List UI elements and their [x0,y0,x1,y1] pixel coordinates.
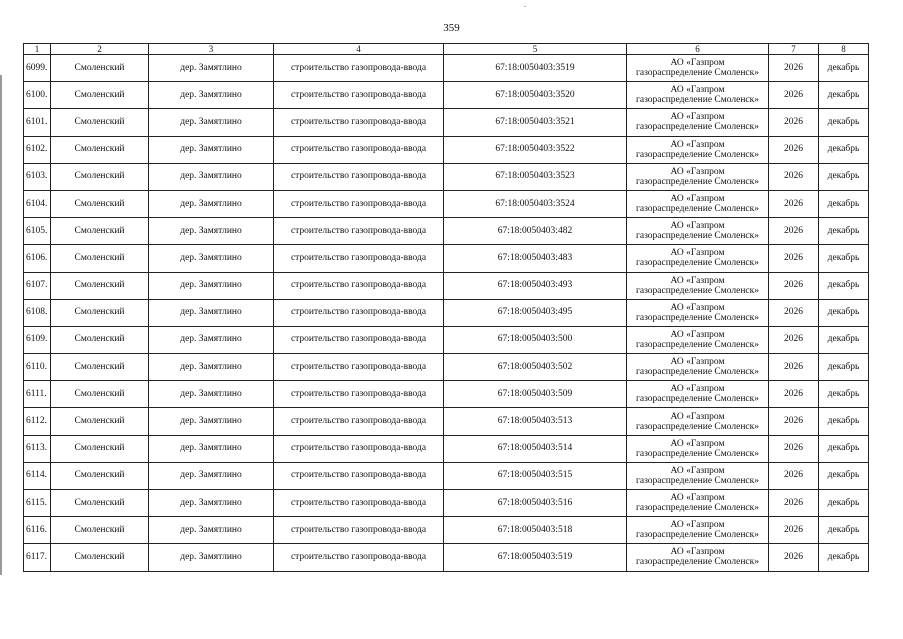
locality-cell: дер. Замятлино [149,190,274,217]
year-cell: 2026 [769,435,819,462]
year-cell: 2026 [769,299,819,326]
row-number: 6114. [24,462,51,489]
district-cell: Смоленский [51,190,149,217]
district-cell: Смоленский [51,136,149,163]
cadastral-number-cell: 67:18:0050403:493 [444,272,627,299]
locality-cell: дер. Замятлино [149,218,274,245]
organization-cell [627,82,769,109]
table-row [24,245,869,272]
work-type-cell: строительство газопровода-ввода [274,190,444,217]
locality-cell: дер. Замятлино [149,490,274,517]
organization-line-2: газораспределение Смоленск» [635,530,760,541]
registry-table [23,43,869,572]
organization-line-1: АО «Газпром [670,520,725,531]
table-row [24,82,869,109]
month-cell: декабрь [819,136,869,163]
organization-line-1: АО «Газпром [670,58,725,69]
month-cell: декабрь [819,55,869,82]
work-type-cell: строительство газопровода-ввода [274,299,444,326]
row-number: 6102. [24,136,51,163]
cadastral-number-cell: 67:18:0050403:515 [444,462,627,489]
month-cell: декабрь [819,82,869,109]
organization-cell [627,354,769,381]
organization-line-1: АО «Газпром [670,465,725,476]
month-cell: декабрь [819,218,869,245]
header-cell-6: 6 [627,44,769,55]
organization-cell [627,544,769,571]
locality-cell: дер. Замятлино [149,354,274,381]
organization-cell [627,381,769,408]
year-cell: 2026 [769,517,819,544]
row-number: 6113. [24,435,51,462]
organization-line-2: газораспределение Смоленск» [635,367,760,378]
cadastral-number-cell: 67:18:0050403:482 [444,218,627,245]
cadastral-number-cell: 67:18:0050403:3520 [444,82,627,109]
locality-cell: дер. Замятлино [149,462,274,489]
year-cell: 2026 [769,109,819,136]
work-type-cell: строительство газопровода-ввода [274,326,444,353]
header-row [24,44,869,55]
organization-cell [627,408,769,435]
table-row [24,299,869,326]
organization-line-1: АО «Газпром [670,493,725,504]
cadastral-number-cell: 67:18:0050403:514 [444,435,627,462]
organization-line-2: газораспределение Смоленск» [635,122,760,133]
organization-line-1: АО «Газпром [670,384,725,395]
work-type-cell: строительство газопровода-ввода [274,544,444,571]
table-row [24,462,869,489]
organization-cell [627,272,769,299]
row-number: 6111. [24,381,51,408]
district-cell: Смоленский [51,245,149,272]
cadastral-number-cell: 67:18:0050403:513 [444,408,627,435]
district-cell: Смоленский [51,218,149,245]
header-cell-4: 4 [274,44,444,55]
locality-cell: дер. Замятлино [149,544,274,571]
year-cell: 2026 [769,272,819,299]
work-type-cell: строительство газопровода-ввода [274,136,444,163]
month-cell: декабрь [819,299,869,326]
table-row [24,354,869,381]
header-cell-8: 8 [819,44,869,55]
year-cell: 2026 [769,408,819,435]
locality-cell: дер. Замятлино [149,299,274,326]
header-cell-1: 1 [24,44,51,55]
month-cell: декабрь [819,245,869,272]
cadastral-number-cell: 67:18:0050403:518 [444,517,627,544]
table-row [24,490,869,517]
year-cell: 2026 [769,163,819,190]
organization-cell [627,326,769,353]
table-row [24,381,869,408]
district-cell: Смоленский [51,544,149,571]
work-type-cell: строительство газопровода-ввода [274,490,444,517]
row-number: 6101. [24,109,51,136]
organization-line-1: АО «Газпром [670,166,725,177]
locality-cell: дер. Замятлино [149,136,274,163]
table-row [24,163,869,190]
row-number: 6110. [24,354,51,381]
organization-line-2: газораспределение Смоленск» [635,149,760,160]
row-number: 6106. [24,245,51,272]
organization-line-1: АО «Газпром [670,194,725,205]
locality-cell: дер. Замятлино [149,517,274,544]
row-number: 6107. [24,272,51,299]
work-type-cell: строительство газопровода-ввода [274,272,444,299]
organization-cell [627,435,769,462]
table-row [24,218,869,245]
cadastral-number-cell: 67:18:0050403:3519 [444,55,627,82]
cadastral-number-cell: 67:18:0050403:509 [444,381,627,408]
district-cell: Смоленский [51,55,149,82]
table-body [24,55,869,572]
cadastral-number-cell: 67:18:0050403:3522 [444,136,627,163]
district-cell: Смоленский [51,462,149,489]
organization-cell [627,218,769,245]
year-cell: 2026 [769,381,819,408]
cadastral-number-cell: 67:18:0050403:502 [444,354,627,381]
organization-cell [627,190,769,217]
table-row [24,435,869,462]
organization-line-2: газораспределение Смоленск» [635,231,760,242]
table-row [24,190,869,217]
month-cell: декабрь [819,408,869,435]
month-cell: декабрь [819,326,869,353]
organization-line-2: газораспределение Смоленск» [635,312,760,323]
district-cell: Смоленский [51,326,149,353]
page-number: 359 [443,22,460,34]
table-row [24,109,869,136]
organization-cell [627,163,769,190]
cadastral-number-cell: 67:18:0050403:3523 [444,163,627,190]
month-cell: декабрь [819,517,869,544]
organization-line-1: АО «Газпром [670,139,725,150]
work-type-cell: строительство газопровода-ввода [274,109,444,136]
year-cell: 2026 [769,136,819,163]
cadastral-number-cell: 67:18:0050403:516 [444,490,627,517]
organization-line-2: газораспределение Смоленск» [635,503,760,514]
work-type-cell: строительство газопровода-ввода [274,462,444,489]
locality-cell: дер. Замятлино [149,55,274,82]
work-type-cell: строительство газопровода-ввода [274,218,444,245]
month-cell: декабрь [819,354,869,381]
organization-line-2: газораспределение Смоленск» [635,421,760,432]
district-cell: Смоленский [51,408,149,435]
work-type-cell: строительство газопровода-ввода [274,354,444,381]
locality-cell: дер. Замятлино [149,435,274,462]
year-cell: 2026 [769,55,819,82]
year-cell: 2026 [769,326,819,353]
locality-cell: дер. Замятлино [149,82,274,109]
work-type-cell: строительство газопровода-ввода [274,82,444,109]
row-number: 6109. [24,326,51,353]
scan-speck [524,6,526,7]
row-number: 6099. [24,55,51,82]
organization-line-1: АО «Газпром [670,547,725,558]
organization-line-2: газораспределение Смоленск» [635,448,760,459]
row-number: 6105. [24,218,51,245]
organization-cell [627,462,769,489]
work-type-cell: строительство газопровода-ввода [274,55,444,82]
locality-cell: дер. Замятлино [149,245,274,272]
organization-cell [627,490,769,517]
year-cell: 2026 [769,245,819,272]
district-cell: Смоленский [51,381,149,408]
row-number: 6104. [24,190,51,217]
row-number: 6108. [24,299,51,326]
locality-cell: дер. Замятлино [149,381,274,408]
row-number: 6115. [24,490,51,517]
organization-line-1: АО «Газпром [670,411,725,422]
organization-line-1: АО «Газпром [670,438,725,449]
year-cell: 2026 [769,354,819,381]
cadastral-number-cell: 67:18:0050403:519 [444,544,627,571]
organization-line-2: газораспределение Смоленск» [635,285,760,296]
header-cell-3: 3 [149,44,274,55]
organization-cell [627,517,769,544]
district-cell: Смоленский [51,517,149,544]
district-cell: Смоленский [51,82,149,109]
year-cell: 2026 [769,218,819,245]
district-cell: Смоленский [51,272,149,299]
locality-cell: дер. Замятлино [149,272,274,299]
work-type-cell: строительство газопровода-ввода [274,163,444,190]
month-cell: декабрь [819,190,869,217]
row-number: 6100. [24,82,51,109]
table-row [24,408,869,435]
row-number: 6103. [24,163,51,190]
organization-line-2: газораспределение Смоленск» [635,394,760,405]
header-cell-5: 5 [444,44,627,55]
year-cell: 2026 [769,462,819,489]
month-cell: декабрь [819,109,869,136]
year-cell: 2026 [769,490,819,517]
scan-edge-mark [0,75,2,575]
month-cell: декабрь [819,381,869,408]
work-type-cell: строительство газопровода-ввода [274,435,444,462]
district-cell: Смоленский [51,163,149,190]
cadastral-number-cell: 67:18:0050403:495 [444,299,627,326]
locality-cell: дер. Замятлино [149,163,274,190]
work-type-cell: строительство газопровода-ввода [274,517,444,544]
district-cell: Смоленский [51,354,149,381]
table-row [24,272,869,299]
cadastral-number-cell: 67:18:0050403:483 [444,245,627,272]
cadastral-number-cell: 67:18:0050403:500 [444,326,627,353]
locality-cell: дер. Замятлино [149,326,274,353]
row-number: 6117. [24,544,51,571]
table-row [24,544,869,571]
organization-line-2: газораспределение Смоленск» [635,258,760,269]
organization-line-2: газораспределение Смоленск» [635,204,760,215]
row-number: 6112. [24,408,51,435]
month-cell: декабрь [819,435,869,462]
work-type-cell: строительство газопровода-ввода [274,245,444,272]
header-cell-2: 2 [51,44,149,55]
organization-cell [627,136,769,163]
header-cell-7: 7 [769,44,819,55]
cadastral-number-cell: 67:18:0050403:3524 [444,190,627,217]
organization-line-1: АО «Газпром [670,248,725,259]
organization-line-2: газораспределение Смоленск» [635,557,760,568]
organization-line-2: газораспределение Смоленск» [635,95,760,106]
organization-line-1: АО «Газпром [670,329,725,340]
locality-cell: дер. Замятлино [149,408,274,435]
month-cell: декабрь [819,544,869,571]
row-number: 6116. [24,517,51,544]
organization-cell [627,55,769,82]
organization-line-1: АО «Газпром [670,112,725,123]
organization-line-1: АО «Газпром [670,85,725,96]
organization-line-2: газораспределение Смоленск» [635,176,760,187]
table-row [24,55,869,82]
locality-cell: дер. Замятлино [149,109,274,136]
work-type-cell: строительство газопровода-ввода [274,408,444,435]
organization-line-1: АО «Газпром [670,221,725,232]
district-cell: Смоленский [51,109,149,136]
organization-line-2: газораспределение Смоленск» [635,339,760,350]
month-cell: декабрь [819,272,869,299]
organization-line-1: АО «Газпром [670,275,725,286]
organization-line-2: газораспределение Смоленск» [635,475,760,486]
organization-line-2: газораспределение Смоленск» [635,68,760,79]
month-cell: декабрь [819,490,869,517]
organization-cell [627,109,769,136]
district-cell: Смоленский [51,435,149,462]
cadastral-number-cell: 67:18:0050403:3521 [444,109,627,136]
organization-cell [627,299,769,326]
organization-cell [627,245,769,272]
year-cell: 2026 [769,82,819,109]
organization-line-1: АО «Газпром [670,357,725,368]
table-row [24,326,869,353]
table-row [24,136,869,163]
organization-line-1: АО «Газпром [670,302,725,313]
year-cell: 2026 [769,190,819,217]
district-cell: Смоленский [51,299,149,326]
work-type-cell: строительство газопровода-ввода [274,381,444,408]
district-cell: Смоленский [51,490,149,517]
month-cell: декабрь [819,462,869,489]
year-cell: 2026 [769,544,819,571]
table-row [24,517,869,544]
month-cell: декабрь [819,163,869,190]
